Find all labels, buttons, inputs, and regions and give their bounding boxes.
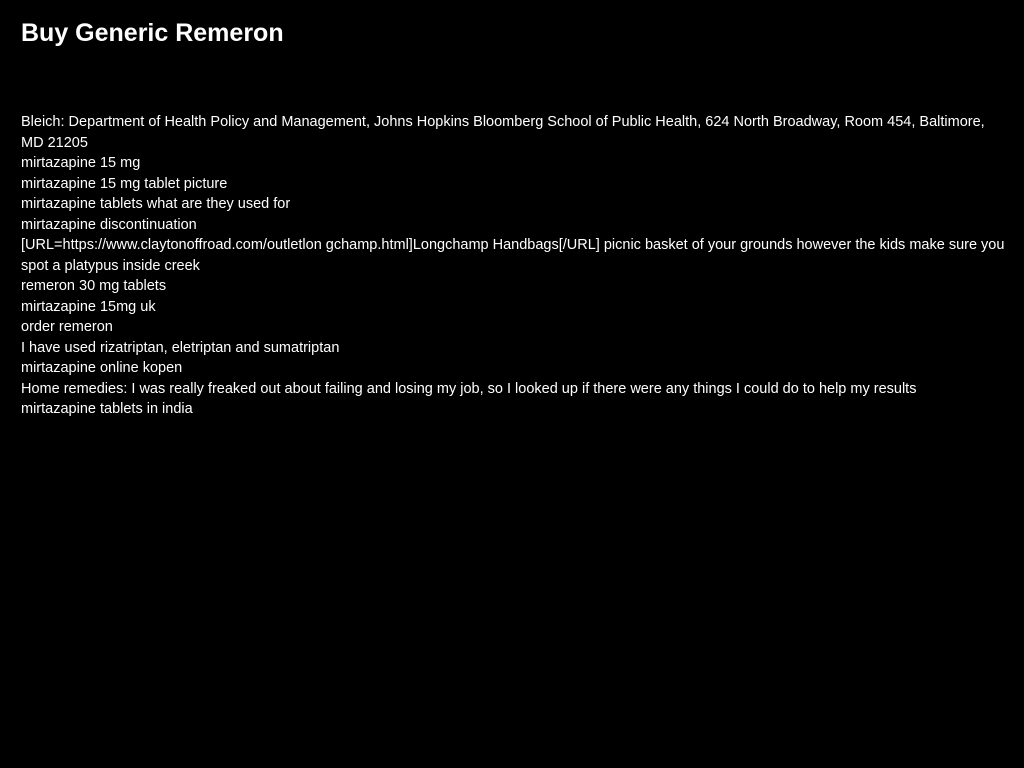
body-line: remeron 30 mg tablets	[21, 278, 167, 294]
body-line-address: Bleich: Department of Health Policy and Management, Johns Hopkins Bloomberg School of Public Health, 624 North Broadway, Room 454, Baltimore, MD 21205	[21, 114, 985, 151]
body-line: mirtazapine 15 mg	[21, 155, 141, 171]
body-line: mirtazapine 15mg uk	[21, 298, 156, 315]
slide-body	[21, 112, 1006, 420]
body-line: mirtazapine tablets in india	[21, 401, 193, 417]
body-line: mirtazapine 15 mg tablet picture	[21, 175, 228, 192]
body-line: Home remedies: I was really freaked out about failing and losing my job, so I looked up if there were any things I could do to help my results	[21, 380, 917, 397]
body-line: I have used rizatriptan, eletriptan and sumatriptan	[21, 339, 340, 356]
body-line: order remeron	[21, 319, 113, 335]
slide-title: Buy Generic Remeron	[21, 19, 284, 47]
body-line: mirtazapine online kopen	[21, 360, 183, 376]
body-line-url: [URL=https://www.claytonoffroad.com/outletlon gchamp.html]Longchamp Handbags[/URL] picnic basket of your grounds however the kids make sure you spot a platypus inside creek	[21, 237, 1005, 274]
body-line: mirtazapine tablets what are they used for	[21, 196, 291, 212]
body-line: mirtazapine discontinuation	[21, 216, 197, 233]
